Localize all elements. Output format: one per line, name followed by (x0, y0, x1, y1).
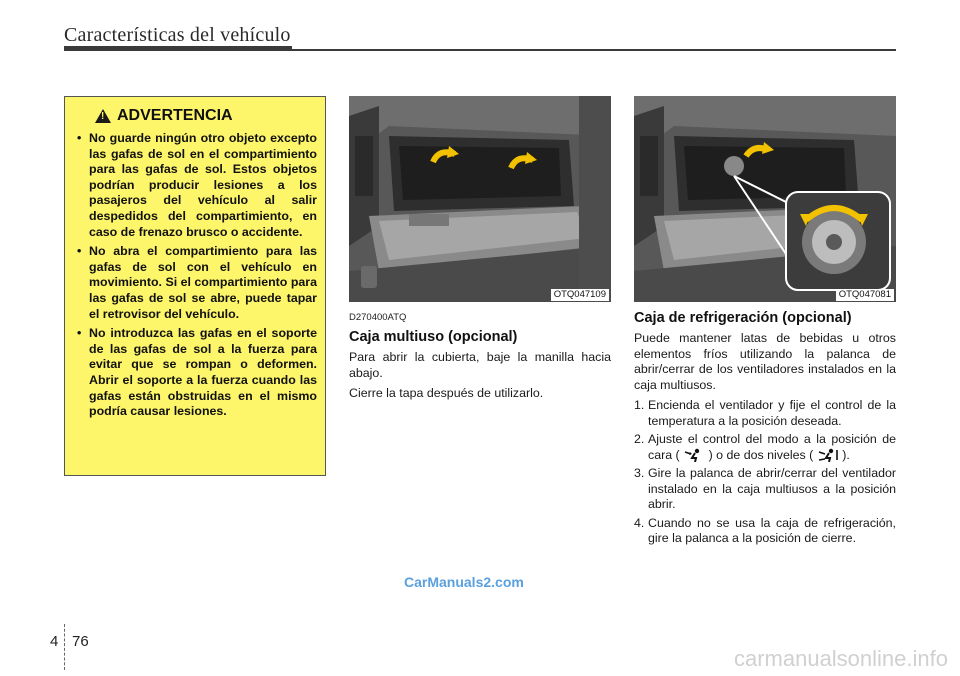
face-mode-icon (683, 448, 705, 462)
paragraph: Cierre la tapa después de utilizarlo. (349, 386, 544, 400)
page-number: 76 (72, 633, 89, 650)
header-rule-thick (64, 46, 292, 51)
cooling-box-illustration (634, 96, 896, 302)
step-text: Encienda el ventilador y fije el control de la temperatura a la posición deseada. (648, 398, 896, 428)
page-divider (64, 624, 66, 670)
section-title: Caja multiuso (opcional) (349, 329, 518, 345)
step-text-b: ) o de dos niveles ( (708, 447, 814, 462)
step-number: 1. (634, 398, 645, 412)
step-item (634, 398, 896, 429)
step-text-c: ). (842, 447, 850, 462)
step-number: 2. (634, 432, 645, 446)
watermark-link[interactable]: CarManuals2.com (404, 574, 524, 590)
paragraph: Para abrir la cubierta, baje la manilla hacia abajo. (349, 350, 611, 380)
bilevel-mode-icon (817, 448, 839, 462)
section-code: D270400ATQ (349, 312, 407, 323)
step-text: Gire la palanca de abrir/cerrar del ventilador instalado en la caja multiusos a la posición abrir. (648, 466, 896, 511)
warning-list (73, 131, 317, 420)
step-item (634, 432, 896, 463)
warning-triangle-icon (95, 109, 111, 123)
steps-list (634, 398, 896, 547)
cooling-box-section (634, 304, 896, 550)
cooling-box-photo (634, 96, 896, 302)
multipurpose-box-photo (349, 96, 611, 302)
glovebox-illustration (349, 96, 611, 302)
step-item (634, 466, 896, 513)
step-number: 4. (634, 515, 645, 530)
photo-code: OTQ047081 (836, 289, 894, 301)
multipurpose-box-section (349, 308, 611, 407)
step-item (634, 516, 896, 547)
photo-code: OTQ047109 (551, 289, 609, 301)
step-text-a: Ajuste el control del modo a la posición de cara ( (648, 432, 896, 462)
warning-item: • No guarde ningún otro objeto excepto las gafas de sol en el compartimiento para las gafas de sol. Estos objetos podrían producir lesiones a los pasajeros del vehículo al salir despedidos del compartimiento, en caso de frenazo brusco o accidente. (73, 131, 317, 240)
warning-title: ADVERTENCIA (117, 107, 233, 124)
header-rule-thin (292, 49, 896, 51)
step-text: Cuando no se usa la caja de refrigeración, gire la palanca a la posición de cierre. (648, 515, 896, 545)
paragraph: Puede mantener latas de bebidas u otros elementos fríos utilizando la palanca de abrir/cerrar de los ventiladores instalados en la caja multiusos. (634, 331, 896, 392)
warning-header (95, 107, 317, 125)
step-number: 3. (634, 466, 645, 480)
header-title: Características del vehículo (64, 24, 291, 46)
site-watermark: carmanualsonline.info (733, 646, 948, 671)
section-title: Caja de refrigeración (opcional) (634, 310, 852, 326)
warning-item: • No abra el compartimiento para las gafas de sol con el vehículo en movimiento. Si el compartimiento para las gafas de sol se abre, puede tapar el retrovisor del vehículo. (73, 244, 317, 322)
chapter-number: 4 (50, 633, 59, 650)
warning-item: • No introduzca las gafas en el soporte de las gafas de sol a la fuerza para evitar que se rompan o deformen. Abrir el soporte a la fuerza cuando las gafas están obstruidas en el mismo podría causar lesiones. (73, 326, 317, 420)
warning-box (64, 96, 326, 476)
